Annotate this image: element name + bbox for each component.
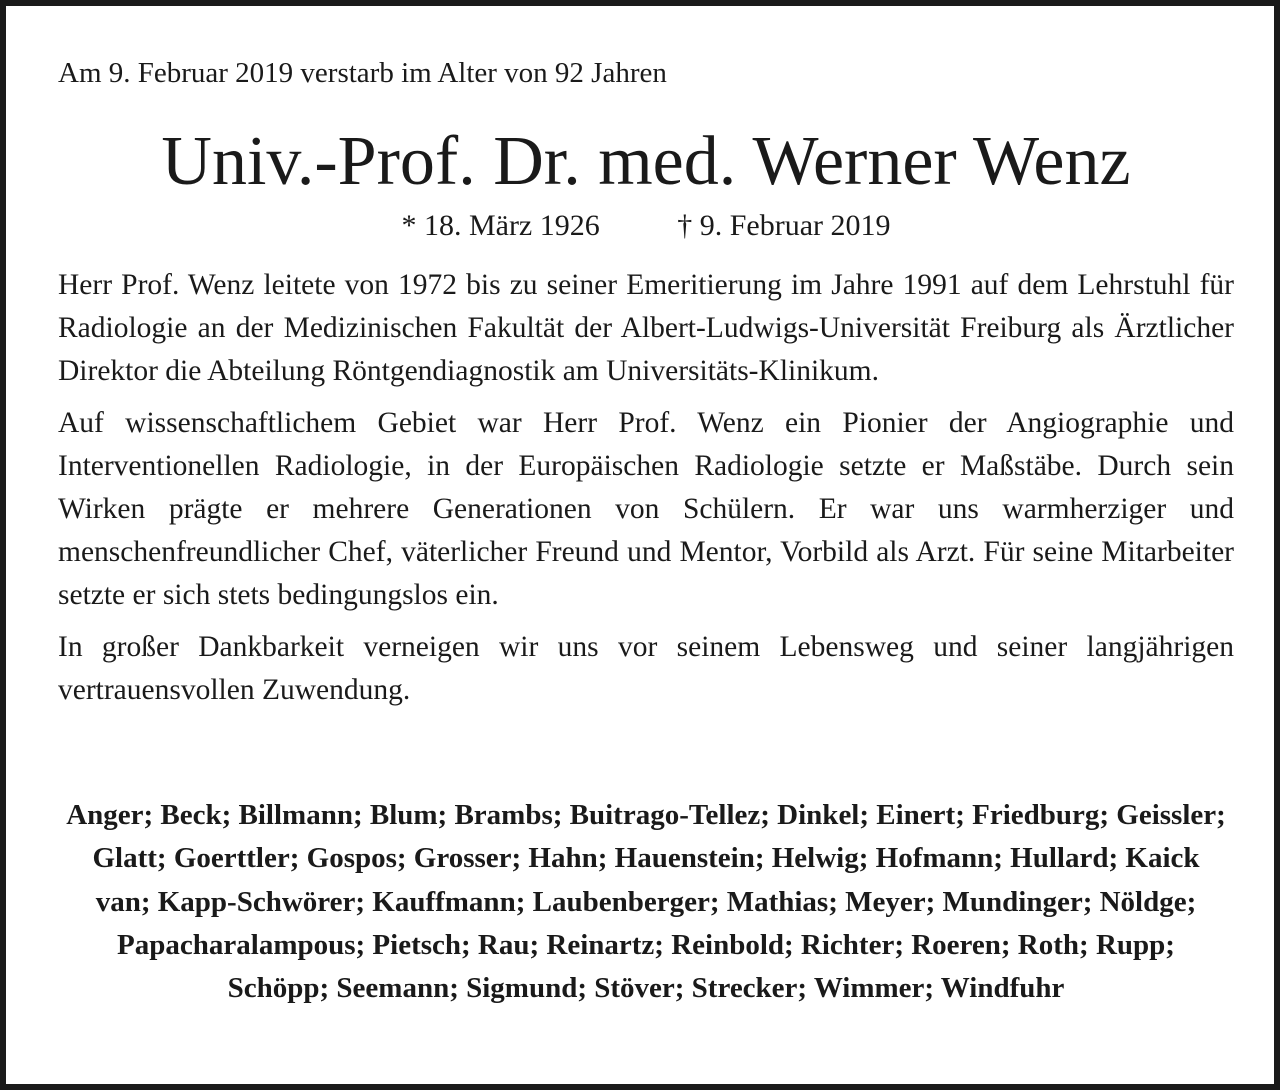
life-dates	[6, 208, 1280, 244]
signatories: Anger; Beck; Billmann; Blum; Brambs; Buitrago-Tellez; Dinkel; Einert; Friedburg; Geissler; Glatt; Goerttler; Gospos; Grosser; Hahn; Hauenstein; Helwig; Hofmann; Hullard; Kaick van; Kapp-Schwörer; Kauffmann; Laubenberger; Mathias; Meyer; Mundinger; Nöldge; Papacharalampous; Pietsch; Rau; Reinartz; Reinbold; Richter; Roeren; Roth; Rupp; Schöpp; Seemann; Sigmund; Stöver; Strecker; Wimmer; Windfuhr	[66, 799, 1226, 1005]
intro-line: Am 9. Februar 2019 verstarb im Alter von 92 Jahren	[58, 57, 667, 89]
birth-date: * 18. März 1926	[401, 209, 600, 242]
paragraph-achievements: Auf wissenschaftlichem Gebiet war Herr Prof. Wenz ein Pionier der Angiographie und Interventionellen Radiologie, in der Europäischen Radiologie setzte er Maßstäbe. Durch sein Wirken prägte er mehrere Generationen von Schülern. Er war uns warmherziger und menschenfreundlicher Chef, väterlicher Freund und Mentor, Vorbild als Arzt. Für seine Mitarbeiter setzte er sich stets bedingungslos ein.	[58, 407, 1234, 611]
paragraph-gratitude: In großer Dankbarkeit verneigen wir uns vor seinem Lebensweg und seiner langjährigen vertrauensvollen Zuwendung.	[58, 631, 1234, 706]
death-date: † 9. Februar 2019	[677, 209, 891, 242]
obituary-body	[58, 264, 1234, 721]
paragraph-career: Herr Prof. Wenz leitete von 1972 bis zu seiner Emeritierung im Jahre 1991 auf dem Lehrstuhl für Radiologie an der Medizinischen Fakultät der Albert-Ludwigs-Universität Freiburg als Ärztlicher Direktor die Abteilung Röntgendiagnostik am Universitäts-Klinikum.	[58, 269, 1234, 387]
deceased-name: Univ.-Prof. Dr. med. Werner Wenz	[161, 123, 1131, 200]
